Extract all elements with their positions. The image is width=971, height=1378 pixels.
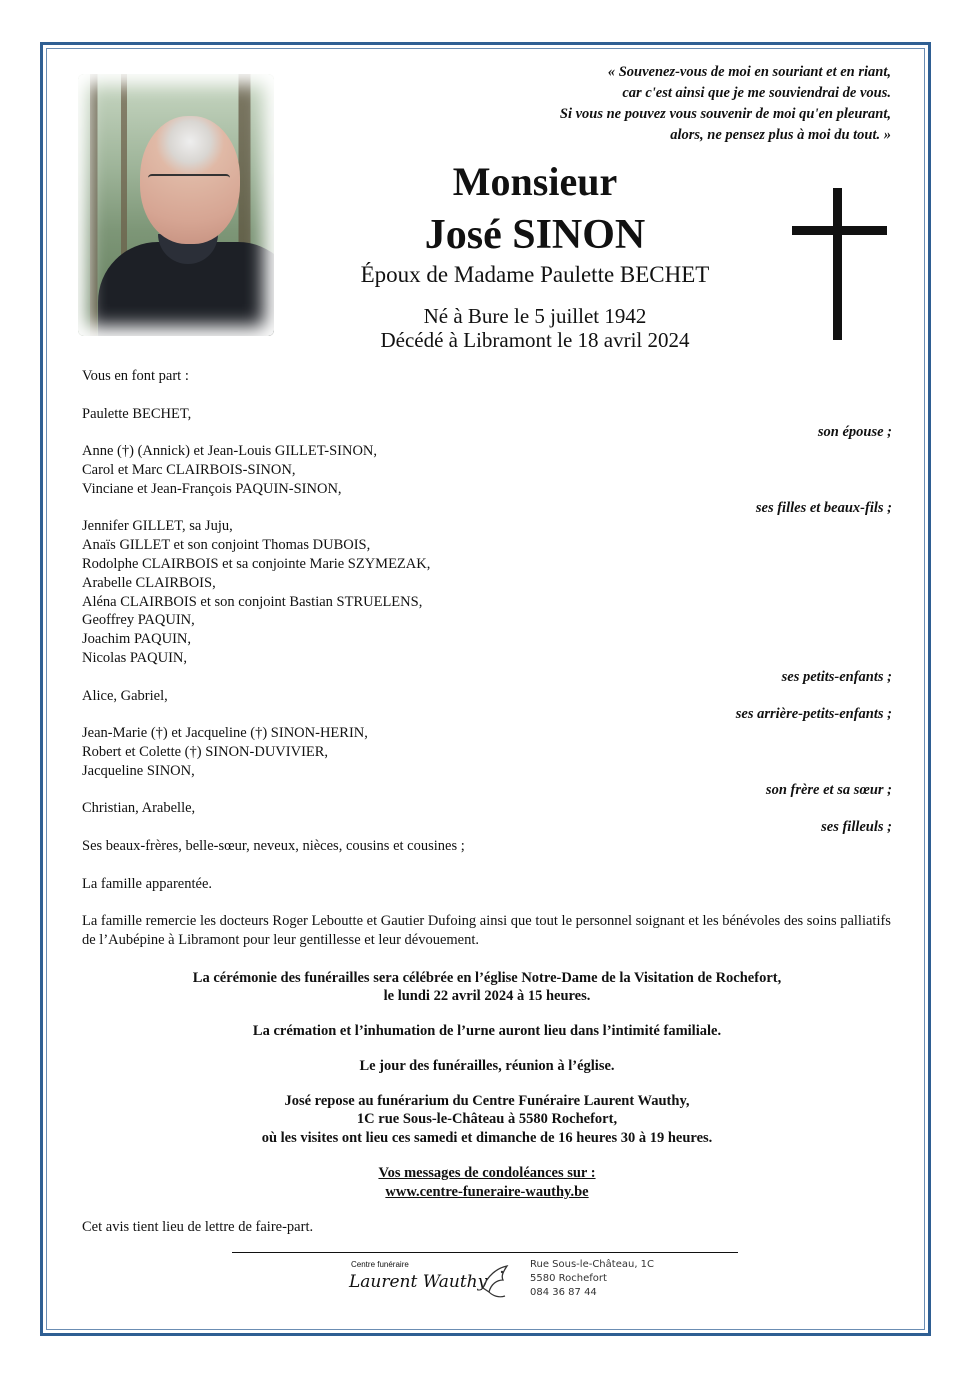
condolences-link[interactable]: www.centre-funeraire-wauthy.be xyxy=(385,1183,589,1200)
phone-number: 084 36 87 44 xyxy=(530,1287,597,1298)
portrait-photo xyxy=(78,74,274,336)
extended-family: Ses beaux-frères, belle-sœur, neveux, nièces, cousins et cousines ; xyxy=(82,837,465,854)
family-name: Robert et Colette (†) SINON-DUVIVIER, xyxy=(82,743,329,760)
family-name: Paulette BECHET, xyxy=(82,405,192,422)
rest-address: 1C rue Sous-le-Château à 5580 Rochefort, xyxy=(356,1111,618,1128)
footer-address xyxy=(530,1258,654,1300)
family-name: Jean-Marie (†) et Jacqueline (†) SINON-HERIN, xyxy=(82,725,368,742)
logo-name: Laurent Wauthy xyxy=(349,1272,488,1292)
meeting-note: Le jour des funérailles, réunion à l’église. xyxy=(359,1057,615,1074)
honorific: Monsieur xyxy=(452,159,618,204)
family-name: Jacqueline SINON, xyxy=(82,762,195,779)
family-name: Nicolas PAQUIN, xyxy=(82,649,187,666)
family-name: Rodolphe CLAIRBOIS et sa conjointe Marie SZYMEZAK, xyxy=(82,555,431,572)
family-name: Arabelle CLAIRBOIS, xyxy=(82,574,216,591)
family-name: Vinciane et Jean-François PAQUIN-SINON, xyxy=(82,480,342,497)
family-name: Joachim PAQUIN, xyxy=(82,631,192,648)
relation-label: ses filleuls ; xyxy=(821,819,892,836)
cremation-note: La crémation et l’inhumation de l’urne auront lieu dans l’intimité familiale. xyxy=(252,1023,722,1040)
family-name: Anne (†) (Annick) et Jean-Louis GILLET-SINON, xyxy=(82,443,378,460)
epigraph-quote xyxy=(560,62,891,146)
quote-line: « Souvenez-vous de moi en souriant et en riant, xyxy=(607,64,891,80)
family-name: Carol et Marc CLAIRBOIS-SINON, xyxy=(82,461,296,478)
family-name: Christian, Arabelle, xyxy=(82,800,196,817)
family-name: Alice, Gabriel, xyxy=(82,687,168,704)
relation-label: son frère et sa sœur ; xyxy=(765,781,892,798)
spouse-line: Époux de Madame Paulette BECHET xyxy=(360,262,710,287)
address-street: Rue Sous-le-Château, 1C xyxy=(530,1259,655,1270)
thanks-paragraph: La famille remercie les docteurs Roger Leboutte et Gautier Dufoing ainsi que tout le personnel soignant et les bénévoles des soins palliatifs de l’Aubépine à Libramont pour leur gentillesse et leur dévouement. xyxy=(82,913,891,948)
birth-line: Né à Bure le 5 juillet 1942 xyxy=(423,304,647,328)
footer-divider xyxy=(232,1252,738,1253)
quote-line: Si vous ne pouvez vous souvenir de moi qu'en pleurant, xyxy=(559,106,891,122)
intro-text: Vous en font part : xyxy=(82,368,189,384)
closing-note: Cet avis tient lieu de lettre de faire-part. xyxy=(82,1218,314,1235)
cross-icon xyxy=(792,188,887,340)
logo-caption: Centre funéraire xyxy=(351,1260,409,1269)
rest-line: José repose au funérarium du Centre Funéraire Laurent Wauthy, xyxy=(284,1092,690,1109)
death-line: Décédé à Libramont le 18 avril 2024 xyxy=(380,328,690,352)
deceased-name: José SINON xyxy=(424,212,646,258)
family-name: Anaïs GILLET et son conjoint Thomas DUBOIS, xyxy=(82,537,371,554)
relation-label: ses arrière-petits-enfants ; xyxy=(735,706,892,723)
funeral-home-logo xyxy=(345,1258,655,1302)
relation-label: son épouse ; xyxy=(817,424,892,441)
family-name: Geoffrey PAQUIN, xyxy=(82,612,195,629)
family-name: Jennifer GILLET, sa Juju, xyxy=(82,518,233,535)
announcement-body xyxy=(82,367,892,1236)
family-name: Aléna CLAIRBOIS et son conjoint Bastian STRUELENS, xyxy=(82,593,423,610)
relation-label: ses petits-enfants ; xyxy=(781,668,892,685)
related-family: La famille apparentée. xyxy=(82,875,213,892)
dove-icon xyxy=(475,1258,515,1302)
condolences-label: Vos messages de condoléances sur : xyxy=(378,1165,596,1182)
visit-hours: où les visites ont lieu ces samedi et dimanche de 16 heures 30 à 19 heures. xyxy=(261,1130,713,1147)
address-city: 5580 Rochefort xyxy=(530,1273,607,1284)
ceremony-date: le lundi 22 avril 2024 à 15 heures. xyxy=(383,988,591,1005)
quote-line: car c'est ainsi que je me souviendrai de vous. xyxy=(622,85,891,101)
ceremony-line: La cérémonie des funérailles sera célébrée en l’église Notre-Dame de la Visitation de Rochefort, xyxy=(192,969,782,986)
quote-line: alors, ne pensez plus à moi du tout. » xyxy=(670,127,891,143)
relation-label: ses filles et beaux-fils ; xyxy=(755,499,892,516)
